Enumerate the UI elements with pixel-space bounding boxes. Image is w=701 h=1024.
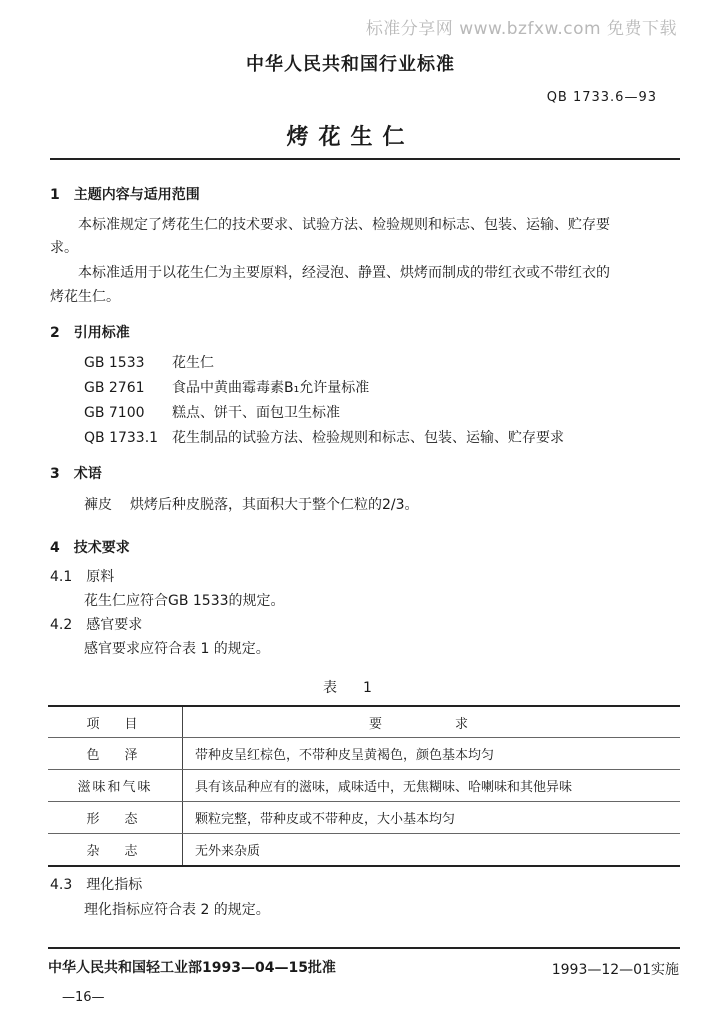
column-header-item: 项 目: [48, 706, 183, 738]
reference-title: 糕点、饼干、面包卫生标准: [172, 405, 340, 421]
section-4-heading: 4 技术要求: [50, 540, 130, 556]
row-requirement: 具有该品种应有的滋味，咸味适中，无焦糊味、哈喇味和其他异味: [183, 770, 681, 802]
section-4-3-text: 理化指标应符合表 2 的规定。: [84, 902, 270, 918]
reference-code: GB 7100: [84, 405, 145, 421]
effective-date: 1993—12—01实施: [551, 962, 679, 978]
row-item: 色 泽: [48, 738, 183, 770]
term: 褲皮: [84, 497, 112, 513]
reference-code: GB 1533: [84, 355, 145, 371]
table-row: [48, 770, 680, 802]
page-number: —16—: [62, 990, 105, 1005]
reference-item: [84, 375, 369, 401]
section-1-paragraph-1: 本标准规定了烤花生仁的技术要求、试验方法、检验规则和标志、包装、运输、贮存要: [78, 217, 610, 233]
table-row: [48, 738, 680, 770]
definition-text: 烘烤后种皮脱落，其面积大于整个仁粒的2/3。: [130, 497, 419, 513]
issuing-organization: 中华人民共和国行业标准: [246, 54, 455, 75]
document-title: 烤花生仁: [286, 125, 415, 150]
table-row: [48, 834, 680, 867]
reference-title: 花生制品的试验方法、检验规则和标志、包装、运输、贮存要求: [172, 430, 564, 446]
reference-title: 花生仁: [172, 355, 214, 371]
reference-item: [84, 350, 214, 376]
section-1-paragraph-1-cont: 求。: [50, 240, 78, 256]
reference-title: 食品中黄曲霉毒素B₁允许量标准: [172, 380, 370, 396]
section-4-3-heading: 4.3 理化指标: [50, 877, 143, 893]
row-item: 滋味和气味: [48, 770, 183, 802]
term-definition: [84, 492, 419, 518]
section-4-2-text: 感官要求应符合表 1 的规定。: [84, 641, 270, 657]
watermark-text: 标准分享网 www.bzfxw.com 免费下载: [365, 19, 677, 39]
section-2-heading: 2 引用标准: [50, 325, 130, 341]
reference-item: [84, 425, 564, 451]
table-header-row: [48, 706, 680, 738]
column-header-requirement: 要 求: [183, 706, 681, 738]
section-1-paragraph-2: 本标准适用于以花生仁为主要原料，经浸泡、静置、烘烤而制成的带红衣或不带红衣的: [78, 265, 610, 281]
title-divider: [50, 158, 680, 160]
section-3-heading: 3 术语: [50, 466, 102, 482]
row-item: 形 态: [48, 802, 183, 834]
row-requirement: 带种皮呈红棕色，不带种皮呈黄褐色，颜色基本均匀: [183, 738, 681, 770]
standard-code: QB 1733.6—93: [546, 90, 657, 105]
sensory-requirements-table: [48, 705, 680, 867]
section-1-heading: 1 主题内容与适用范围: [50, 187, 200, 203]
footer-divider: [48, 947, 680, 949]
section-4-1-text: 花生仁应符合GB 1533的规定。: [84, 593, 285, 609]
reference-item: [84, 400, 340, 426]
reference-code: GB 2761: [84, 380, 145, 396]
approval-statement: 中华人民共和国轻工业部1993—04—15批准: [48, 960, 336, 976]
section-4-1-heading: 4.1 原料: [50, 569, 115, 585]
section-4-2-heading: 4.2 感官要求: [50, 617, 143, 633]
reference-code: QB 1733.1: [84, 430, 159, 446]
table-caption: 表 1: [323, 680, 378, 696]
row-requirement: 颗粒完整，带种皮或不带种皮，大小基本均匀: [183, 802, 681, 834]
table-row: [48, 802, 680, 834]
row-item: 杂 志: [48, 834, 183, 867]
row-requirement: 无外来杂质: [183, 834, 681, 867]
section-1-paragraph-2-cont: 烤花生仁。: [50, 289, 120, 305]
